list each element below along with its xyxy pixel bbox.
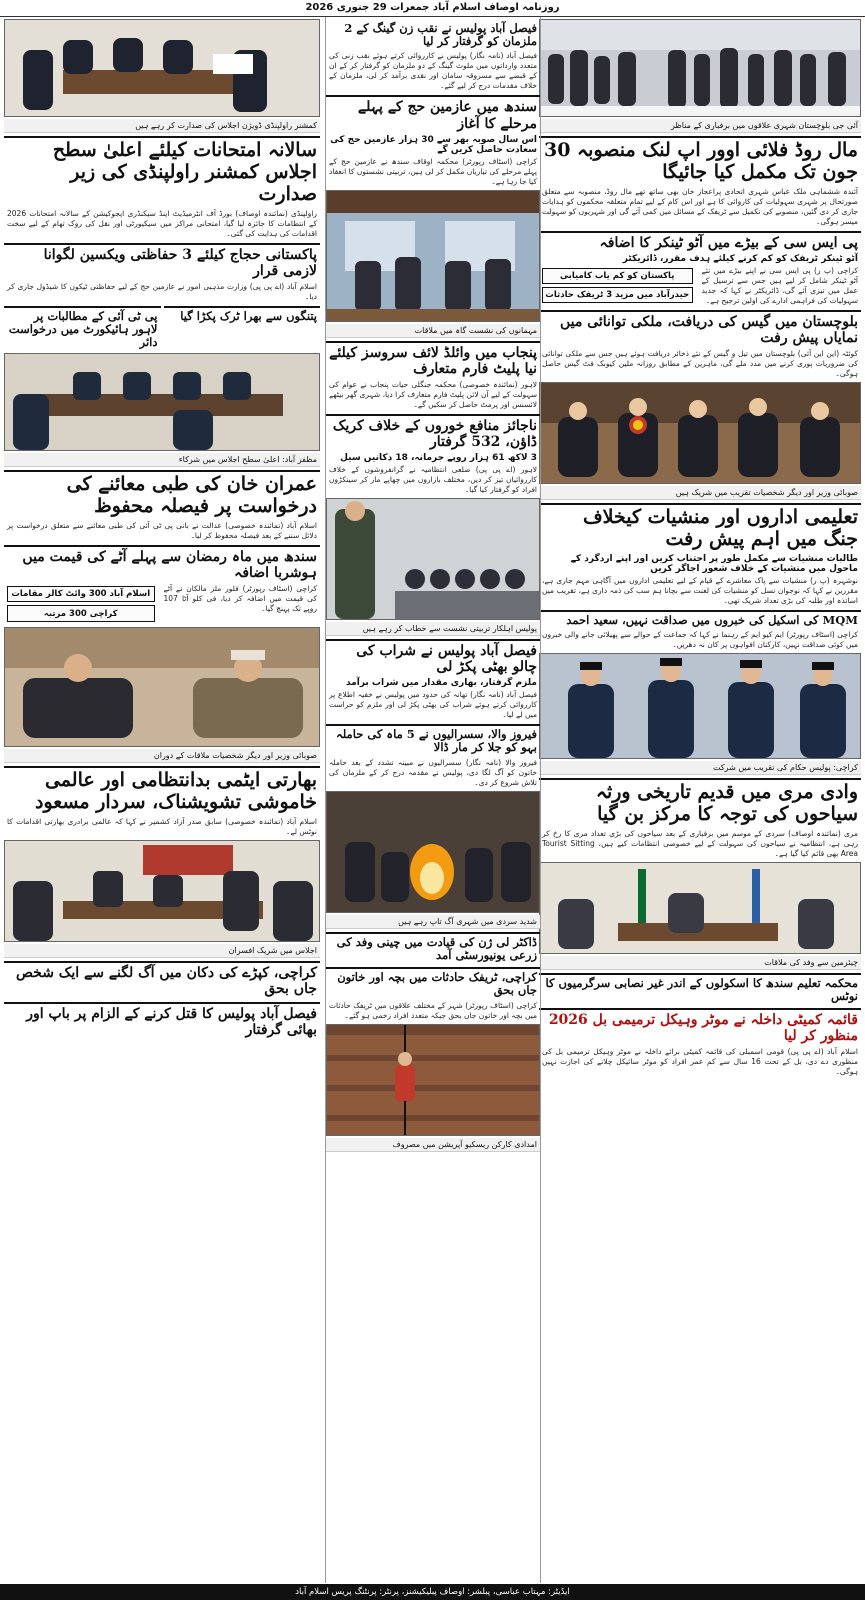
headline-pti-petition: پی ٹی آئی کے مطالبات پر لاہور ہائیکورٹ میں درخواست دائر — [4, 306, 161, 352]
mid-photo-4-caption: امدادی کارکن ریسکیو آپریشن میں مصروف — [326, 1138, 540, 1152]
headline-murree-heritage: وادی مری میں قدیم تاریخی ورثہ سیاحوں کی توجہ کا مرکز بن گیا — [539, 778, 861, 828]
headline-liquor-still: فیصل آباد پولیس نے شراب کی چالو بھٹی پکڑ لی — [326, 639, 540, 677]
rescue-image — [326, 1025, 539, 1135]
ceremony-image — [539, 383, 860, 483]
commissioner-meeting-image — [4, 20, 319, 116]
right-top-photo-caption: آئی جی بلوچستان شہری علاقوں میں برفباری کے مناظر — [539, 119, 861, 133]
story-imran-khan: اسلام آباد (نمائندہ خصوصی) عدالت نے بانی پی ٹی آئی کی طبی معائنے سے متعلق درخواست پر دلائل سننے کے بعد فیصلہ محفوظ کر لیا۔ — [7, 521, 317, 541]
subhead-liquor-still: ملزم گرفتار، بھاری مقدار میں شراب برآمد — [345, 678, 537, 689]
headline-karachi-fire: کراچی، کپڑے کی دکان میں آگ لگنے سے ایک شخص جاں بحق — [4, 961, 320, 999]
headline-education-drugs: تعلیمی اداروں اور منشیات کیخلاف جنگ میں اہم پیش رفت — [539, 503, 861, 553]
mid-photo-3-caption: شدید سردی میں شہری آگ تاپ رہے ہیں — [326, 915, 540, 929]
headline-mqm: MQM کی اسکیل کی خبروں میں صداقت نہیں، سعید احمد — [539, 610, 861, 629]
right-meeting-photo-caption: چیئرمین سے وفد کی ملاقات — [539, 956, 861, 970]
story-education-drugs: نوشہرہ (پ ر) منشیات سے پاک معاشرے کے قیام کے لیے تعلیمی اداروں میں آگاہی مہم جاری ہے، مقررین نے کہا کہ نوجوان نسل کو منشیات کی لعنت سے بچانا ہم سب کی ذمہ داری ہے، تقریب میں اساتذہ اور طلبہ کی بڑی تعداد شریک تھی۔ — [542, 575, 858, 605]
left-photo-2-caption: مظفر آباد: اعلیٰ سطح اجلاس میں شرکاء — [4, 453, 320, 467]
headline-wildlife-platform: پنجاب میں وائلڈ لائف سروسز کیلئے نیا پلیٹ فارم متعارف — [326, 341, 540, 379]
mid-photo-2-caption: پولیس اہلکار تربیتی نشست سے خطاب کر رہے ہیں — [326, 622, 540, 636]
box-note-1: پاکستان کو کم یاب کامیابی — [542, 268, 693, 284]
headline-chinese-delegation: ڈاکٹر لی ژن کی قیادت میں چینی وفد کی زرعی یونیورسٹی آمد — [326, 932, 540, 964]
story-annual-exams: راولپنڈی (نمائندہ اوصاف) بورڈ آف انٹرمیڈیٹ اینڈ سیکنڈری ایجوکیشن کے سالانہ امتحانات 2026 کے انتظامات کا جائزہ لیا گیا، امتحانی مراکز میں سیکیورٹی اور نقل کی روک تھام کے لیے سخت اقدامات کی ہدایت کی گئی۔ — [7, 208, 317, 238]
headline-sardar-masood: بھارتی ایٹمی بدانتظامی اور عالمی خاموشی تشویشناک، سردار مسعود — [4, 766, 320, 816]
story-ferozewala: فیروز والا (نامہ نگار) سسرالیوں نے مبینہ تشدد کے بعد حاملہ خاتون کو آگ لگا دی، پولیس نے مقدمہ درج کر کے ملزمان کی تلاش شروع کر دی۔ — [329, 757, 537, 787]
police-training-image — [326, 499, 539, 619]
headline-mall-road: مال روڈ فلائی اوور اپ لنک منصوبہ 30 جون تک مکمل کیا جائیگا — [539, 136, 861, 186]
mid-photo-3 — [326, 791, 540, 913]
right-top-photo — [539, 19, 861, 117]
story-sindh-hajj: کراچی (اسٹاف رپورٹر) محکمہ اوقاف سندھ نے عازمین حج کے پہلے مرحلے کی تیاریاں مکمل کر لی ہیں، تربیتی نشستوں کا انعقاد کیا جا رہا ہے۔ — [329, 156, 537, 186]
right-mid-photo — [539, 382, 861, 484]
headline-motor-vehicle-bill: قائمہ کمیٹی داخلہ نے موٹر وہیکل ترمیمی بل 2026 منظور کر لیا — [539, 1008, 861, 1046]
mid-photo-2 — [326, 498, 540, 620]
story-mall-road: آئندہ ششماہی ملک عباس شہری اتحادی پراعجاز خان بھی ساتھ تھے مال روڈ، منصوبہ سے متعلق صورتحال پر شہری سہولیات کی کاروائی کا ہے اور اس کام کے لیے تمام متعلقہ محکموں کو ہدایات جاری کر دی گئیں، منصوبے کی تکمیل سے ٹریفک کے مسائل میں کمی آئے گی اور شہریوں کو سہولت میسر ہوگی۔ — [542, 186, 858, 226]
right-police-photo-caption: کراچی: پولیس حکام کی تقریب میں شرکت — [539, 761, 861, 775]
subhead-pesco-tanker: آٹو ٹینکر ٹریفک کو کم کرنے کیلئے ہدف مقرر، ڈائریکٹر — [622, 253, 858, 264]
headline-sindh-schools: محکمہ تعلیم سندھ کا اسکولوں کے اندر غیر نصابی سرگرمیوں کا نوٹس — [539, 973, 861, 1005]
left-column — [4, 17, 320, 1583]
box-note-2: حیدرآباد میں مزید 3 ٹریفک حادثات — [542, 287, 693, 303]
story-wildlife-platform: لاہور (نمائندہ خصوصی) محکمہ جنگلی حیات پنجاب نے عوام کی سہولت کے لیے آن لائن پلیٹ فارم متعارف کرا دیا، شہری گھر بیٹھے لائسنس اور پرمٹ حاصل کر سکیں گے۔ — [329, 379, 537, 409]
lounge-meeting-image — [326, 191, 539, 321]
headline-pesco-tanker: پی ایس سی کے بیڑے میں آٹو ٹینکر کا اضافہ — [539, 231, 861, 253]
story-sardar-masood: اسلام آباد (نمائندہ خصوصی) سابق صدر آزاد کشمیر نے کہا کہ عالمی برادری بھارتی اقدامات کا نوٹس لے۔ — [7, 816, 317, 836]
headline-imran-khan: عمران خان کی طبی معائنے کی درخواست پر فیصلہ محفوظ — [4, 470, 320, 520]
headline-balochistan-gas: بلوچستان میں گیس کی دریافت، ملکی توانائی میں نمایاں پیش رفت — [539, 310, 861, 348]
story-flour-price: کراچی (اسٹاف رپورٹر) فلور ملز مالکان نے آٹے کی قیمت میں اضافہ کر دیا، فی کلو آٹا 107 روپے تک پہنچ گیا۔ — [163, 584, 317, 614]
mid-photo-1-caption: مہمانوں کی نشست گاہ میں ملاقات — [326, 324, 540, 338]
headline-faisalabad-arrest: فیصل آباد پولیس کا قتل کرنے کے الزام پر باپ اور بھائی گرفتار — [4, 1002, 320, 1040]
story-pesco-tanker: کراچی (پ ر) پی ایس سی نے اپنے بیڑے میں نئے آٹو ٹینکر شامل کر لیے ہیں جس سے ترسیل کے عمل میں تیزی آئے گی، ڈائریکٹر نے کہا کہ جدید سہولیات کی فراہمی ادارے کی اولین ترجیح ہے۔ — [701, 265, 858, 305]
right-mid-photo-caption: صوبائی وزیر اور دیگر شخصیات تقریب میں شریک ہیں — [539, 486, 861, 500]
story-balochistan-gas: کوئٹہ (این این آئی) بلوچستان میں تیل و گیس کے نئے ذخائر دریافت ہوئے ہیں جس سے ملکی توانائی کی ضروریات پوری کرنے میں مدد ملے گی، ماہرین کے مطابق روزانہ ملین کیوبک فٹ گیس حاصل ہوگی۔ — [542, 348, 858, 378]
left-photo-3-caption: صوبائی وزیر اور دیگر شخصیات ملاقات کے دوران — [4, 749, 320, 763]
mid-photo-1 — [326, 190, 540, 322]
headline-faisalabad-gang: فیصل آباد پولیس نے نقب زن گینگ کے 2 ملزمان کو گرفتار کر لیا — [344, 21, 537, 49]
middle-column — [325, 17, 541, 1583]
story-hajj-vaccine: اسلام آباد (اے پی پی) وزارت مذہبی امور نے عازمین حج کے لیے حفاظتی ٹیکوں کا شیڈول جاری کر دیا۔ — [7, 281, 317, 301]
story-karachi-accidents: کراچی (اسٹاف رپورٹر) شہر کے مختلف علاقوں میں ٹریفک حادثات میں بچہ اور خاتون جاں بحق جبکہ متعدد افراد زخمی ہو گئے۔ — [329, 1000, 537, 1020]
headline-profiteers-crackdown: ناجائز منافع خوروں کے خلاف کریک ڈاؤن، 532 گرفتار — [326, 414, 540, 452]
story-mqm: کراچی (اسٹاف رپورٹر) ایم کیو ایم کے رہنما نے کہا کہ جماعت کے حوالے سے پھیلائی جانے والی خبروں میں کوئی صداقت نہیں، کارکنان افواہوں پر کان نہ دھریں۔ — [542, 629, 858, 649]
story-profiteers-crackdown: لاہور (اے پی پی) ضلعی انتظامیہ نے گرانفروشوں کے خلاف کارروائیاں تیز کر دیں، مختلف بازاروں میں چھاپے مار کر سینکڑوں افراد کو گرفتار کیا گیا۔ — [329, 465, 537, 494]
headline-ferozewala: فیروز والا، سسرالیوں نے 5 ماہ کی حاملہ بہو کو جلا کر مار ڈالا — [326, 724, 540, 756]
headline-karachi-accidents: کراچی، ٹریفک حادثات میں بچہ اور خاتون جاں بحق — [326, 967, 540, 999]
subhead-education-drugs: طالبات منشیات سے مکمل طور پر اجتناب کریں اور اپنے اردگرد کے ماحول میں منشیات کے خلاف شعور اجاگر کریں — [570, 553, 858, 574]
headline-flour-price: سندھ میں ماہ رمضان سے پہلے آٹے کی قیمت میں ہوشربا اضافہ — [4, 545, 320, 583]
headline-annual-exams: سالانہ امتحانات کیلئے اعلیٰ سطح اجلاس کمشنر راولپنڈی کی زیر صدارت — [4, 136, 320, 208]
box-note-left-2: کراچی 300 مرتبہ — [7, 605, 155, 622]
masthead: روزنامہ اوصاف اسلام آباد جمعرات 29 جنوری 2026 — [0, 0, 865, 17]
headline-kites-truck: پتنگوں سے بھرا ٹرک پکڑا گیا — [164, 306, 321, 352]
left-photo-4-caption: اجلاس میں شریک افسران — [4, 944, 320, 958]
bonfire-image — [326, 792, 539, 912]
right-column — [539, 17, 861, 1583]
headline-sindh-hajj: سندھ میں عازمین حج کے پہلے مرحلے کا آغاز — [326, 95, 540, 133]
left-photo-3 — [4, 627, 320, 747]
subhead-profiteers-crackdown: 3 لاکھ 61 ہزار روپے جرمانہ، 18 دکانیں سیل — [340, 453, 537, 463]
headline-hajj-vaccine: پاکستانی حجاج کیلئے 3 حفاظتی ویکسین لگوانا لازمی قرار — [4, 243, 320, 281]
left-photo-4 — [4, 840, 320, 942]
right-police-photo — [539, 653, 861, 759]
snow-crowd-image — [539, 20, 860, 116]
imprint-footer: ایڈیٹر: مہتاب عباسی، پبلشر: اوصاف پبلیکیشنز، پرنٹر: پرنٹنگ پریس اسلام آباد — [0, 1584, 865, 1600]
right-meeting-photo — [539, 862, 861, 954]
office-meeting-image — [539, 863, 860, 953]
left-top-photo-caption: کمشنر راولپنڈی ڈویژن اجلاس کی صدارت کر رہے ہیں — [4, 119, 320, 133]
story-motor-vehicle-bill: اسلام آباد (اے پی پی) قومی اسمبلی کی قائمہ کمیٹی برائے داخلہ نے موٹر وہیکل ترمیمی بل کی منظوری دے دی، بل کے تحت 16 سال سے کم عمر افراد کو موٹر سائیکل چلانے کی اجازت نہیں ہوگی۔ — [542, 1047, 858, 1077]
story-faisalabad-gang: فیصل آباد (نامہ نگار) پولیس نے کارروائی کرتے ہوئے نقب زنی کی متعدد وارداتوں میں ملوث گینگ کے دو ملزمان کو گرفتار کر کے ان کے قبضے سے مسروقہ سامان اور نقدی برآمد کر لی، ملزمان کے خلاف مقدمات درج کر لیے گئے۔ — [329, 51, 537, 91]
officials-meeting-image — [4, 841, 319, 941]
left-top-photo — [4, 19, 320, 117]
left-photo-2 — [4, 353, 320, 451]
box-note-left-1: اسلام آباد 300 وائٹ کالر مقامات — [7, 586, 155, 602]
story-liquor-still: فیصل آباد (نامہ نگار) تھانہ کی حدود میں پولیس نے خفیہ اطلاع پر کارروائی کرتے ہوئے شراب کی بھٹی پکڑ لی اور ملزم کو حراست میں لے لیا۔ — [329, 690, 537, 720]
police-officers-image — [539, 654, 860, 758]
story-murree-heritage: مری (نمائندہ اوصاف) سردی کے موسم میں برفباری کے بعد سیاحوں کی بڑی تعداد مری کا رخ کر رہی ہے، انتظامیہ نے سیاحوں کی سہولت کے لیے خصوصی انتظامات کیے ہیں، Tourist Sitting Area بھی قائم کیا گیا ہے۔ — [542, 828, 858, 858]
mid-photo-4 — [326, 1024, 540, 1136]
subhead-sindh-hajj: اس سال صوبہ بھر سے 30 ہزار عازمین حج کی سعادت حاصل کریں گے — [330, 134, 537, 155]
two-men-seated-image — [4, 628, 319, 746]
conference-room-image — [4, 354, 319, 450]
